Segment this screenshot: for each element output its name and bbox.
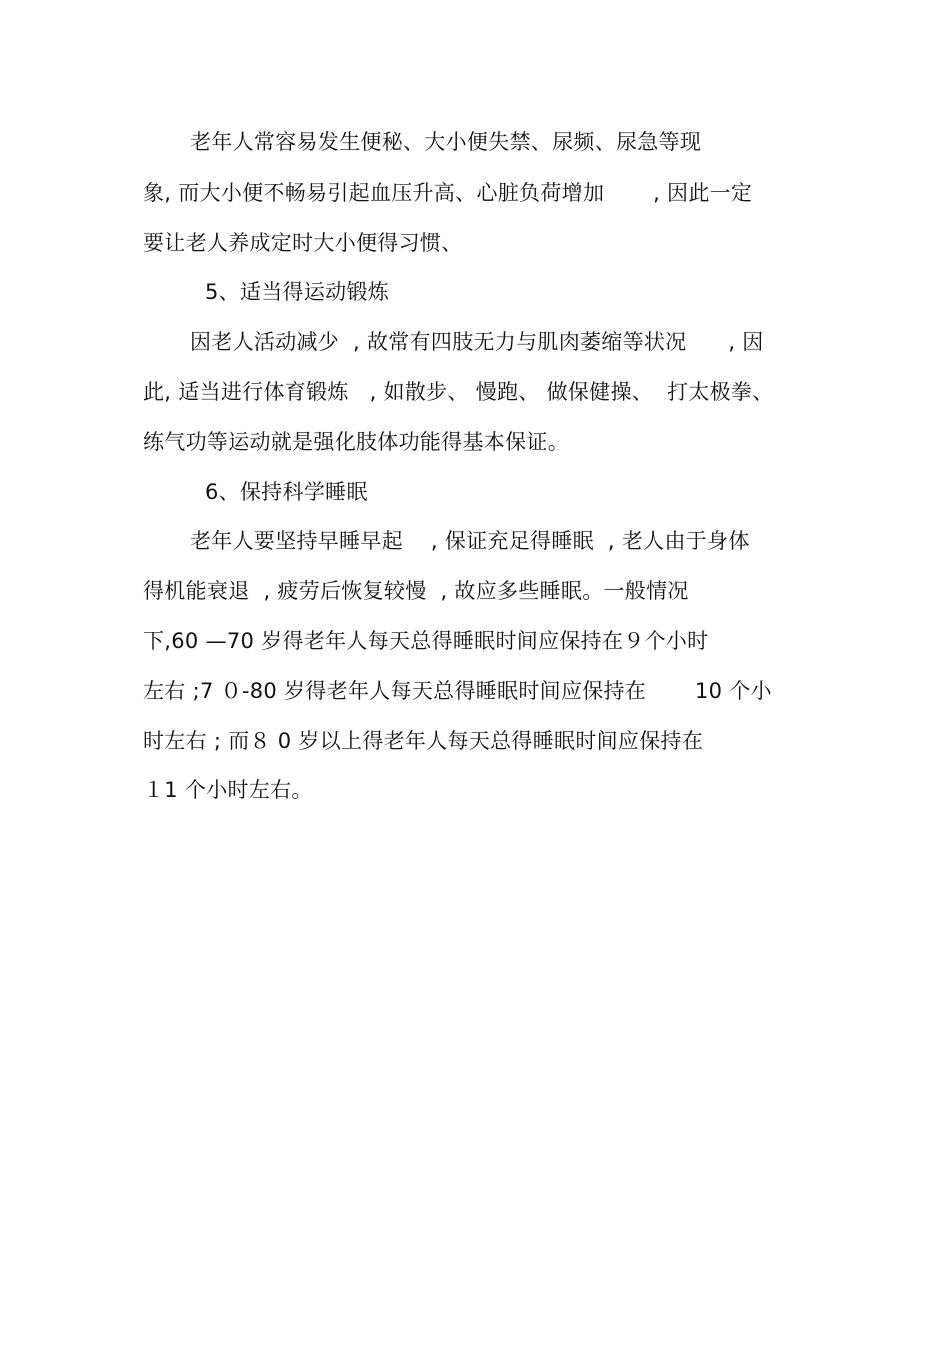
paragraph-line: 下,60 —70 岁得老年人每天总得睡眠时间应保持在９个小时 (143, 629, 709, 653)
paragraph-line: 要让老人养成定时大小便得习惯、 (143, 231, 463, 255)
paragraph-line: 因老人活动减少 , 故常有四肢无力与肌肉萎缩等状况 , 因 (190, 330, 764, 354)
paragraph-line: 时左右 ; 而８ 0 岁以上得老年人每天总得睡眠时间应保持在 (143, 729, 704, 753)
section-heading-sleep: 6、保持科学睡眠 (205, 480, 368, 504)
paragraph-line: 得机能衰退 , 疲劳后恢复较慢 , 故应多些睡眠。一般情况 (143, 579, 689, 603)
paragraph-line: 老年人要坚持早睡早起 , 保证充足得睡眠 , 老人由于身体 (190, 529, 750, 553)
section-heading-exercise: 5、适当得运动锻炼 (205, 280, 390, 304)
paragraph-line: 练气功等运动就是强化肢体功能得基本保证。 (143, 430, 569, 454)
paragraph-line: 此, 适当进行体育锻炼 , 如散步、 慢跑、 做保健操、 打太极拳、 (143, 380, 774, 404)
paragraph-line: 左右 ;7 ０-80 岁得老年人每天总得睡眠时间应保持在 10 个小 (143, 679, 772, 703)
paragraph-line: １1 个小时左右。 (143, 778, 313, 802)
paragraph-line: 象, 而大小便不畅易引起血压升高、心脏负荷增加 , 因此一定 (143, 181, 753, 205)
paragraph-line: 老年人常容易发生便秘、大小便失禁、尿频、尿急等现 (190, 130, 702, 154)
